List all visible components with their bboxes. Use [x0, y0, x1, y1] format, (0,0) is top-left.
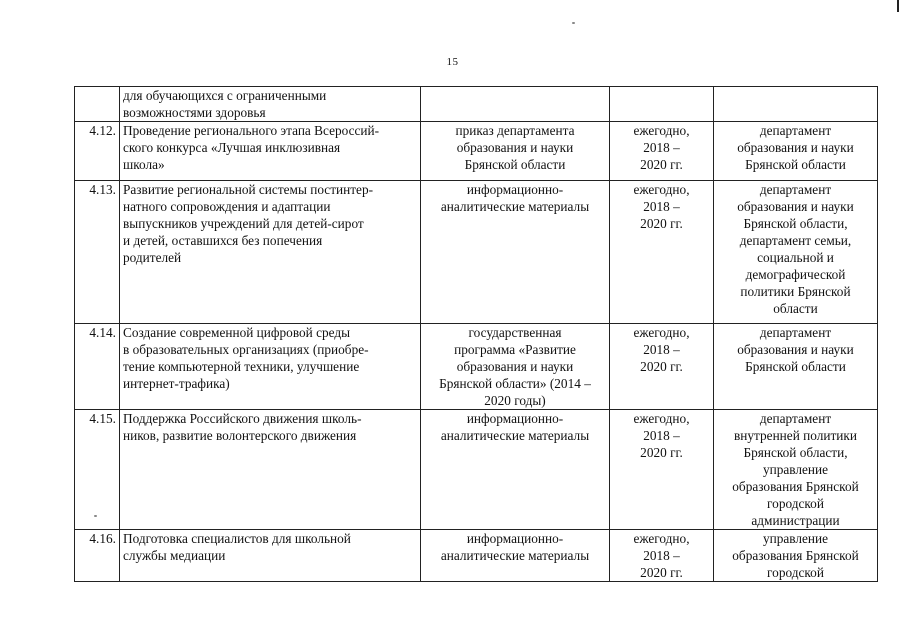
document-cell: информационно- аналитические материалы [421, 181, 610, 324]
measure-name-cell: для обучающихся с ограниченными возможностями здоровья [120, 87, 421, 122]
row-number-cell: 4.13. [75, 181, 120, 324]
term-cell: ежегодно, 2018 – 2020 гг. [610, 410, 714, 530]
document-cell [421, 87, 610, 122]
measures-table [74, 86, 878, 582]
table-row [75, 122, 878, 181]
scan-speck [572, 22, 575, 24]
scan-edge-mark [897, 0, 899, 12]
responsible-cell: департамент образования и науки Брянской области, департамент семьи, социальной и демографической политики Брянской области [714, 181, 878, 324]
term-cell: ежегодно, 2018 – 2020 гг. [610, 122, 714, 181]
measure-name-cell: Проведение регионального этапа Всероссий- ского конкурса «Лучшая инклюзивная школа» [120, 122, 421, 181]
document-cell: информационно- аналитические материалы [421, 410, 610, 530]
measure-name-cell: Поддержка Российского движения школь- ников, развитие волонтерского движения [120, 410, 421, 530]
document-cell: государственная программа «Развитие образования и науки Брянской области» (2014 – 2020 годы) [421, 324, 610, 410]
term-cell: ежегодно, 2018 – 2020 гг. [610, 530, 714, 582]
document-cell: приказ департамента образования и науки Брянской области [421, 122, 610, 181]
document-cell: информационно- аналитические материалы [421, 530, 610, 582]
term-cell: ежегодно, 2018 – 2020 гг. [610, 181, 714, 324]
table-row [75, 410, 878, 530]
responsible-cell: департамент образования и науки Брянской области [714, 324, 878, 410]
row-number-cell: 4.15. [75, 410, 120, 530]
row-number-cell: 4.12. [75, 122, 120, 181]
table-row [75, 324, 878, 410]
page-number: 15 [446, 56, 459, 68]
responsible-cell: департамент образования и науки Брянской области [714, 122, 878, 181]
responsible-cell: управление образования Брянской городской [714, 530, 878, 582]
table-row [75, 87, 878, 122]
measure-name-cell: Развитие региональной системы постинтер- натного сопровождения и адаптации выпускников учреждений для детей-сирот и детей, оставшихся без попечения родителей [120, 181, 421, 324]
row-number-cell [75, 87, 120, 122]
term-cell: ежегодно, 2018 – 2020 гг. [610, 324, 714, 410]
measure-name-cell: Создание современной цифровой среды в образовательных организациях (приобре- тение компьютерной техники, улучшение интернет-трафика) [120, 324, 421, 410]
responsible-cell [714, 87, 878, 122]
table-row [75, 181, 878, 324]
measure-name-cell: Подготовка специалистов для школьной службы медиации [120, 530, 421, 582]
row-number-cell: 4.16. [75, 530, 120, 582]
responsible-cell: департамент внутренней политики Брянской области, управление образования Брянской городской администрации [714, 410, 878, 530]
term-cell [610, 87, 714, 122]
table-row [75, 530, 878, 582]
row-number-cell: 4.14. [75, 324, 120, 410]
